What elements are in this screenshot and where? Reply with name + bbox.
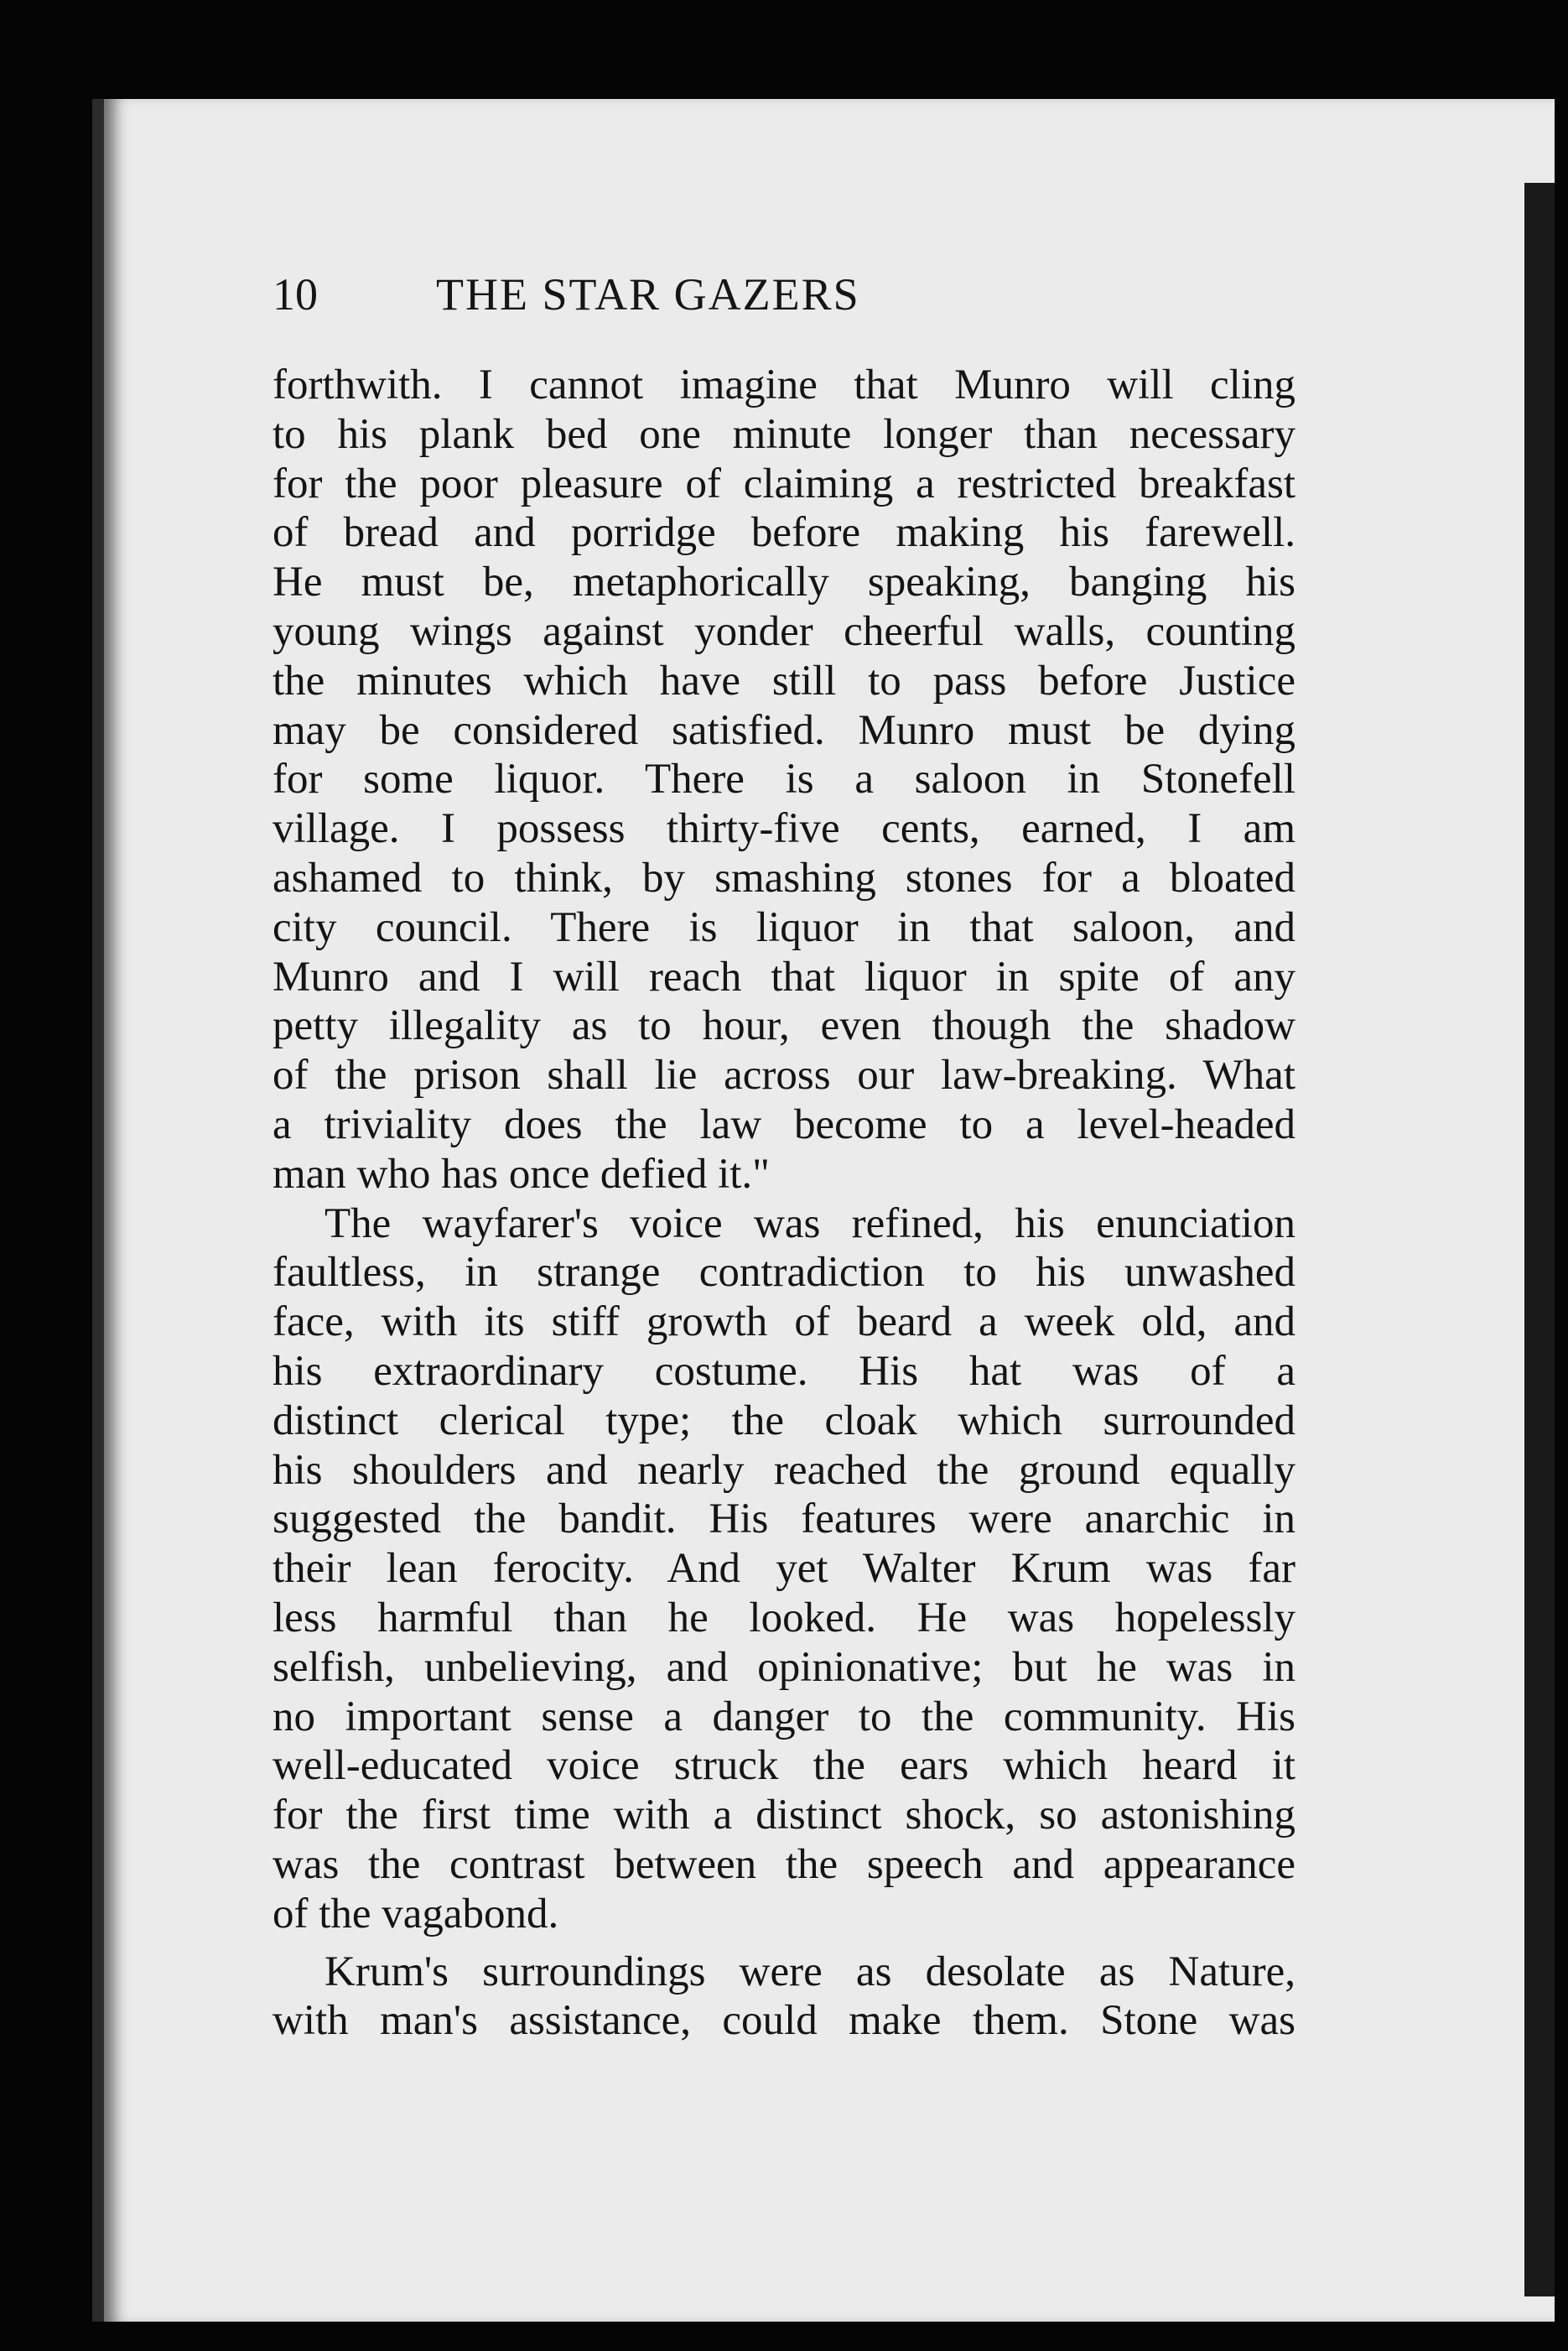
page-edge-shadow	[1524, 183, 1555, 2296]
text-line: less harmful than he looked. He was hopelessly	[273, 1594, 1295, 1641]
text-line: the minutes which have still to pass before Justice	[273, 657, 1295, 705]
text-line: suggested the bandit. His features were anarchic in	[273, 1495, 1295, 1543]
text-line: his extraordinary costume. His hat was of a	[273, 1347, 1295, 1395]
text-line: for some liquor. There is a saloon in Stonefell	[273, 756, 1295, 804]
text-line: petty illegality as to hour, even though the shadow	[273, 1002, 1295, 1050]
text-line: young wings against yonder cheerful walls, counting	[273, 607, 1295, 655]
page-header	[273, 268, 1111, 335]
text-line: faultless, in strange contradiction to his unwashed	[273, 1249, 1295, 1297]
text-line: well-educated voice struck the ears which heard it	[273, 1742, 1295, 1790]
text-line: for the poor pleasure of claiming a restricted breakfast	[273, 460, 1295, 507]
text-line: distinct clerical type; the cloak which surrounded	[273, 1397, 1295, 1444]
text-line: of the vagabond.	[273, 1890, 559, 1937]
text-line: to his plank bed one minute longer than necessary	[273, 410, 1295, 458]
text-line: of the prison shall lie across our law-breaking. What	[273, 1052, 1295, 1100]
text-line: of bread and porridge before making his farewell.	[273, 509, 1295, 557]
text-line: forthwith. I cannot imagine that Munro will cling	[273, 361, 1295, 408]
page-number: 10	[273, 269, 318, 320]
text-line: village. I possess thirty-five cents, earned, I am	[273, 805, 1295, 853]
text-line: selfish, unbelieving, and opinionative; but he was in	[273, 1643, 1295, 1691]
text-line: no important sense a danger to the community. His	[273, 1693, 1295, 1740]
text-line: The wayfarer's voice was refined, his enunciation	[325, 1199, 1295, 1247]
paragraph-gap	[273, 1939, 1295, 1948]
running-title: THE STAR GAZERS	[436, 269, 860, 320]
text-line: his shoulders and nearly reached the ground equally	[273, 1446, 1295, 1494]
text-line: Krum's surroundings were as desolate as Nature,	[325, 1948, 1295, 1995]
text-line: their lean ferocity. And yet Walter Krum was far	[273, 1545, 1295, 1593]
text-line: man who has once defied it."	[273, 1150, 770, 1198]
text-line: may be considered satisfied. Munro must be dying	[273, 706, 1295, 754]
text-line: city council. There is liquor in that saloon, and	[273, 903, 1295, 951]
text-line: for the first time with a distinct shock, so astonishing	[273, 1792, 1295, 1839]
text-line: face, with its stiff growth of beard a week old, and	[273, 1298, 1295, 1346]
text-line: He must be, metaphorically speaking, banging his	[273, 559, 1295, 606]
body-text	[273, 361, 1295, 2046]
text-line: was the contrast between the speech and appearance	[273, 1840, 1295, 1888]
text-line: a triviality does the law become to a level-headed	[273, 1100, 1295, 1148]
text-line: Munro and I will reach that liquor in spite of any	[273, 953, 1295, 1001]
text-line: ashamed to think, by smashing stones for a bloated	[273, 854, 1295, 902]
text-line: with man's assistance, could make them. Stone was	[273, 1997, 1295, 2045]
